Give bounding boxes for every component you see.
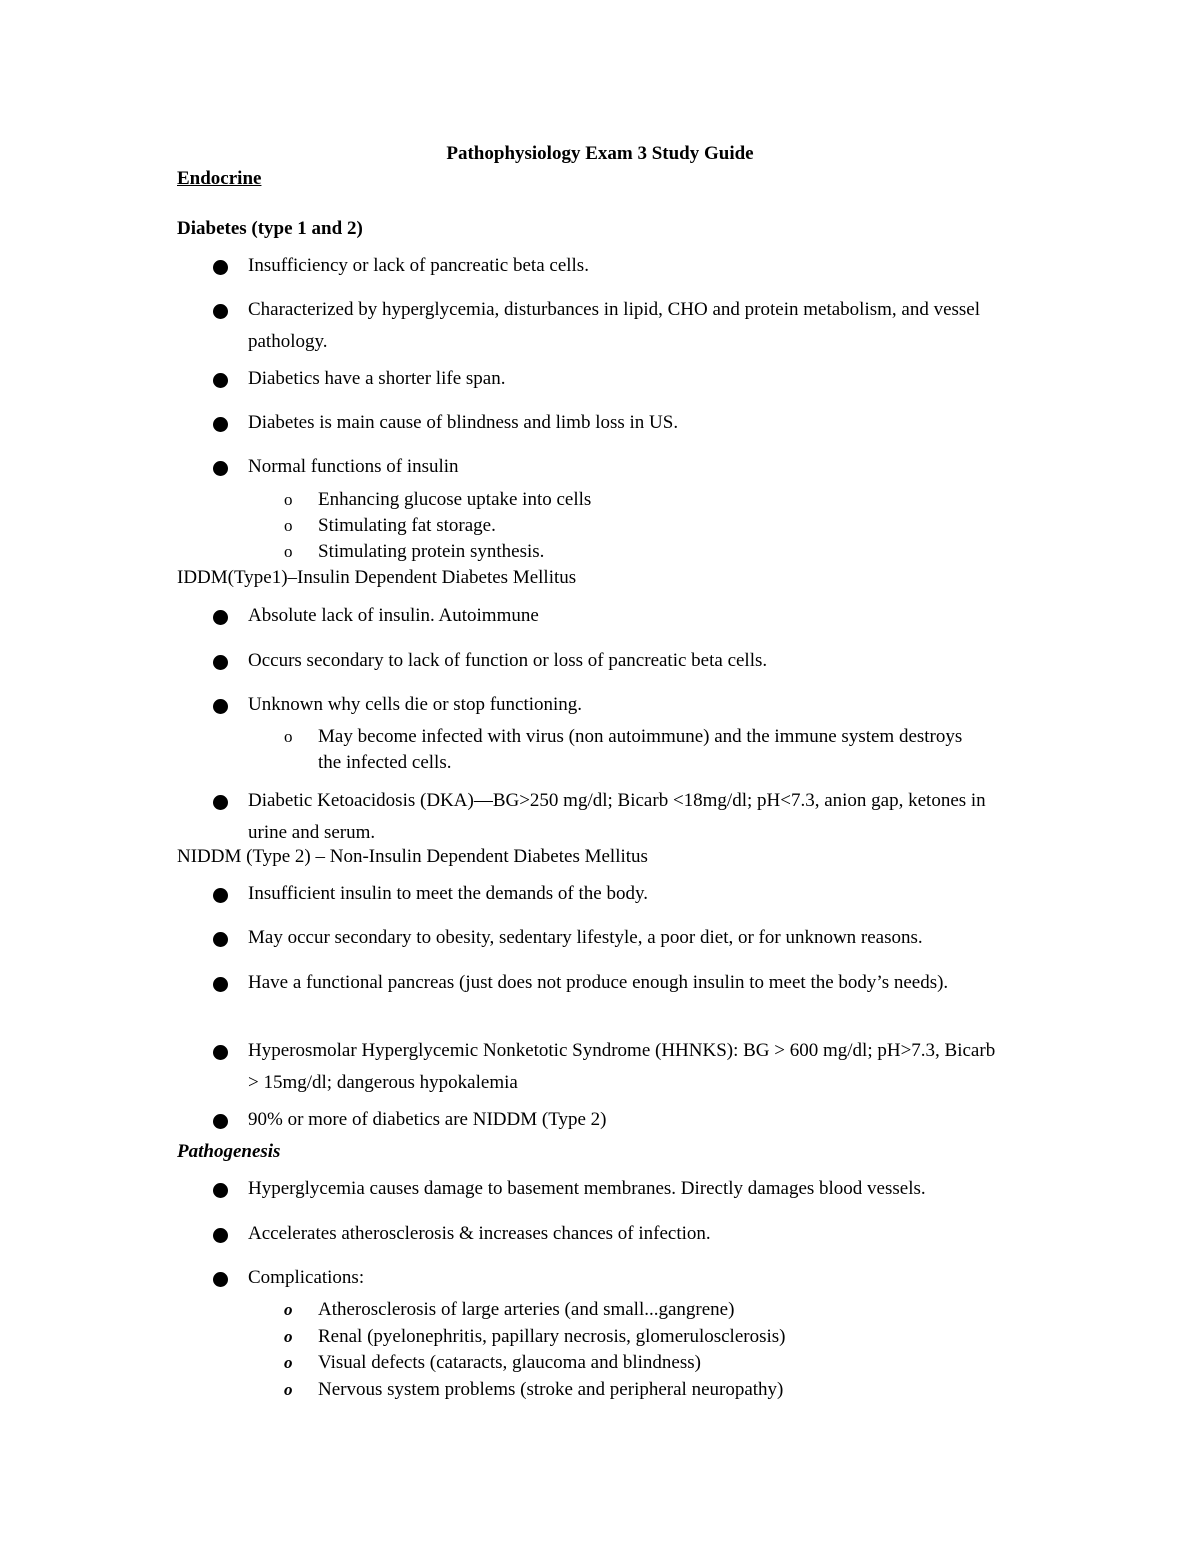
- bullet-icon: [213, 888, 228, 903]
- list-item: Accelerates atherosclerosis & increases chances of infection.: [213, 1218, 1053, 1250]
- list-item: Hyperosmolar Hyperglycemic Nonketotic Syndrome (HHNKS): BG > 600 mg/dl; pH>7.3, Bicarb > 15mg/dl; dangerous hypokalemia: [213, 1035, 1003, 1099]
- sub-list-item: o Visual defects (cataracts, glaucoma and blindness): [284, 1350, 1044, 1376]
- list-item: Diabetes is main cause of blindness and limb loss in US.: [213, 407, 1053, 439]
- list-item: Diabetic Ketoacidosis (DKA)—BG>250 mg/dl; Bicarb <18mg/dl; pH<7.3, anion gap, ketones in urine and serum.: [213, 785, 1013, 849]
- circle-bullet-icon: o: [284, 1353, 293, 1372]
- list-item: Occurs secondary to lack of function or loss of pancreatic beta cells.: [213, 645, 1053, 677]
- list-item: Normal functions of insulin: [213, 451, 1053, 483]
- circle-bullet-icon: o: [284, 1380, 293, 1399]
- list-item: Absolute lack of insulin. Autoimmune: [213, 600, 1053, 632]
- bullet-icon: [213, 461, 228, 476]
- list-item: Unknown why cells die or stop functioning.: [213, 689, 1053, 721]
- sub-list-item: o Stimulating protein synthesis.: [284, 539, 1044, 565]
- bullet-icon: [213, 417, 228, 432]
- bullet-icon: [213, 304, 228, 319]
- bullet-icon: [213, 795, 228, 810]
- bullet-icon: [213, 1045, 228, 1060]
- list-item: Insufficiency or lack of pancreatic beta cells.: [213, 250, 1053, 282]
- list-item: Hyperglycemia causes damage to basement membranes. Directly damages blood vessels.: [213, 1173, 1053, 1205]
- bullet-icon: [213, 1228, 228, 1243]
- sub-list-item: o Stimulating fat storage.: [284, 513, 1044, 539]
- circle-bullet-icon: o: [284, 516, 293, 535]
- sub-list-item: o Enhancing glucose uptake into cells: [284, 487, 1044, 513]
- circle-bullet-icon: o: [284, 727, 293, 746]
- sub-list-item: o Nervous system problems (stroke and peripheral neuropathy): [284, 1377, 1044, 1403]
- bullet-icon: [213, 1272, 228, 1287]
- section-heading-endocrine: Endocrine: [177, 168, 262, 189]
- bullet-icon: [213, 260, 228, 275]
- document-title: Pathophysiology Exam 3 Study Guide: [446, 143, 754, 164]
- bullet-icon: [213, 610, 228, 625]
- circle-bullet-icon: o: [284, 1300, 293, 1319]
- iddm-heading: IDDM(Type1)–Insulin Dependent Diabetes Mellitus: [177, 567, 577, 588]
- diabetes-heading: Diabetes (type 1 and 2): [177, 218, 363, 239]
- list-item: 90% or more of diabetics are NIDDM (Type 2): [213, 1104, 1053, 1136]
- sub-list-item: o Renal (pyelonephritis, papillary necrosis, glomerulosclerosis): [284, 1324, 1044, 1350]
- circle-bullet-icon: o: [284, 1327, 293, 1346]
- bullet-icon: [213, 699, 228, 714]
- bullet-icon: [213, 932, 228, 947]
- list-item: Have a functional pancreas (just does not produce enough insulin to meet the body’s needs).: [213, 967, 1003, 999]
- niddm-heading: NIDDM (Type 2) – Non-Insulin Dependent Diabetes Mellitus: [177, 846, 648, 867]
- sub-list-item: o May become infected with virus (non autoimmune) and the immune system destroys the infected cells.: [284, 726, 963, 773]
- list-item: Diabetics have a shorter life span.: [213, 363, 1053, 395]
- list-item: Complications:: [213, 1262, 1053, 1294]
- circle-bullet-icon: o: [284, 542, 293, 561]
- circle-bullet-icon: o: [284, 490, 293, 509]
- pathogenesis-heading: Pathogenesis: [177, 1141, 281, 1162]
- list-item: May occur secondary to obesity, sedentary lifestyle, a poor diet, or for unknown reasons.: [213, 922, 1053, 954]
- bullet-icon: [213, 1114, 228, 1129]
- bullet-icon: [213, 977, 228, 992]
- bullet-icon: [213, 655, 228, 670]
- bullet-icon: [213, 1183, 228, 1198]
- bullet-icon: [213, 373, 228, 388]
- sub-list-item: o Atherosclerosis of large arteries (and small...gangrene): [284, 1297, 1044, 1323]
- list-item: Characterized by hyperglycemia, disturbances in lipid, CHO and protein metabolism, and vessel pathology.: [213, 294, 1053, 358]
- list-item: Insufficient insulin to meet the demands of the body.: [213, 878, 1053, 910]
